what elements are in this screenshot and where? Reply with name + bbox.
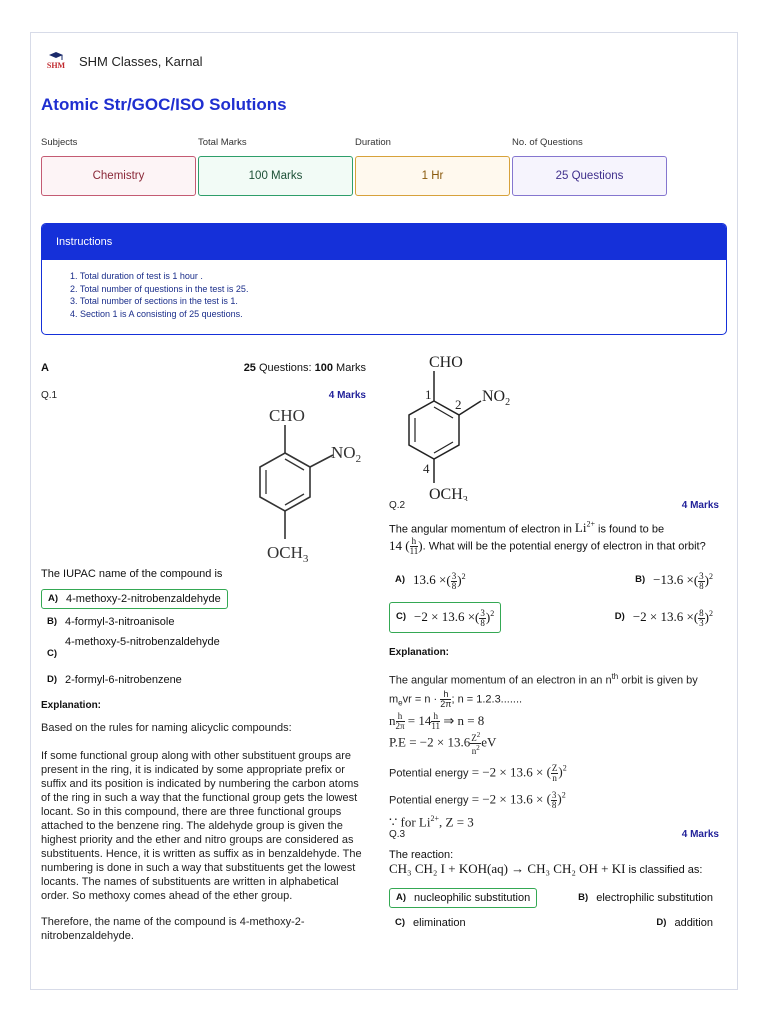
q2-option-d[interactable]: D) −2 × 13.6 × ( $\frac{8}{3}$ )$^2$	[614, 607, 713, 628]
q2-marks: 4 Marks	[681, 500, 719, 511]
q1-explanation	[41, 721, 366, 943]
section-summary	[244, 361, 366, 375]
questions-label: No. of Questions	[512, 137, 583, 148]
explanation-text: Potential energy	[389, 794, 469, 807]
instructions-heading: Instructions	[42, 224, 726, 260]
section-name: A	[41, 362, 49, 374]
svg-text:OCH3	[267, 543, 309, 563]
option-letter: A)	[396, 892, 407, 904]
q2-explanation-label: Explanation:	[389, 647, 450, 659]
och3-label: OCH	[267, 543, 303, 562]
locant-1: 1	[425, 387, 432, 402]
explanation-paragraph: Based on the rules for naming alicyclic compounds:	[41, 722, 292, 734]
explanation-text: = −2 × 13.6 ×	[468, 764, 547, 780]
svg-text:NO2: $NO_2$	[482, 388, 511, 408]
instructions-panel	[41, 223, 727, 335]
duration-box: 1 Hr	[355, 156, 510, 196]
q3-option-b[interactable]	[572, 889, 719, 907]
marks-text: Marks	[333, 362, 366, 374]
option-text: electrophilic substitution	[596, 892, 713, 905]
q2-option-b[interactable]: B) −13.6 × ( $\frac{3}{8}$ )$^2$	[635, 570, 713, 591]
q2-options	[389, 566, 719, 636]
q1-option-d[interactable]	[41, 671, 366, 689]
duration-label: Duration	[355, 137, 391, 148]
option-text: 13.6 ×	[413, 572, 447, 588]
q2-option-c[interactable]: C) −2 × 13.6 × ( $\frac{3}{8}$ )$^2$	[389, 602, 501, 633]
svg-text:NO2	[331, 443, 361, 465]
explanation-text: ∵ for Li	[389, 814, 431, 830]
question-paper	[30, 32, 738, 990]
explanation-text: th	[611, 672, 619, 682]
q3-option-d[interactable]	[650, 914, 719, 932]
explanation-text: eV	[481, 734, 497, 750]
q2-number: Q.2	[389, 500, 406, 511]
brand	[41, 49, 203, 73]
brand-name: SHM Classes, Karnal	[79, 53, 203, 69]
instruction-item: 1. Total duration of test is 1 hour .	[70, 271, 203, 281]
option-letter: D)	[656, 917, 667, 929]
subject-box: Chemistry	[41, 156, 196, 196]
total-marks-box: 100 Marks	[198, 156, 353, 196]
q3-text	[389, 848, 719, 877]
explanation-text: = 14	[404, 712, 432, 728]
explanation-paragraph: Therefore, the name of the compound is 4-methoxy-2-nitrobenzaldehyde.	[41, 916, 305, 942]
option-letter: D)	[614, 611, 625, 623]
option-text: addition	[674, 917, 713, 930]
option-letter: B)	[47, 616, 58, 627]
q1-structure	[41, 403, 366, 563]
explanation-paragraph: If some functional group along with other substituent groups are present in the ring, it is indicated by some appropriate prefix or suffix and its position is indicated by numbering the carbon atoms of the ring in such a way that the functional group gets the lowest locant. So in this compound, there are three functional groups attached to the benzene ring. The aldehyde group is given the highest priority and the ether and nitro groups are considered as substituents. Hence, it is written as suffix as in benzaldehyde. The numbering is done in such a way that substituents get the lowest locants. The names of substituents are written in alphabetical order. So methoxy comes ahead of the ether group.	[41, 750, 362, 902]
right-column	[389, 353, 719, 935]
option-letter: A)	[395, 574, 406, 586]
explanation-text: ⇒ n = 8	[440, 712, 485, 728]
explanation-text: vr = n ·	[402, 693, 438, 706]
explanation-text: Potential energy	[389, 767, 469, 780]
total-marks-label: Total Marks	[198, 137, 247, 148]
cho-label: CHO	[269, 406, 305, 425]
option-text: 2-formyl-6-nitrobenzene	[65, 674, 182, 686]
q2-text: The angular momentum of electron in $Li^{2+}$ is found to be 14 ( $\frac{h}{11}$ ). What will be the potential energy of electron in that orbit?	[389, 520, 706, 557]
q1-number: Q.1	[41, 390, 58, 401]
q2-option-a[interactable]: A) 13.6 × ( $\frac{3}{8}$ )$^2$	[395, 570, 466, 591]
q1-header	[41, 389, 366, 403]
explanation-text: ; n = 1.2.3.......	[451, 693, 523, 706]
left-column	[41, 361, 366, 943]
explanation-text: P.E = −2 × 13.6	[389, 734, 471, 750]
option-text: nucleophilic substitution	[414, 892, 531, 905]
q3-option-a[interactable]	[389, 888, 537, 908]
explanation-text: = −2 × 13.6 ×	[468, 791, 547, 807]
option-letter: D)	[47, 674, 58, 685]
option-text: 4-methoxy-5-nitrobenzaldehyde	[65, 636, 220, 648]
explanation-text: orbit is given by	[618, 674, 698, 687]
no2-subscript: 2	[355, 453, 362, 465]
explanation-text: The angular momentum of an electron in an n	[389, 674, 612, 687]
q3-header	[389, 828, 719, 842]
logo-text: SHM	[46, 61, 66, 70]
option-text: −2 × 13.6 ×	[414, 609, 476, 625]
instruction-item: 3. Total number of sections in the test is 1.	[70, 296, 238, 306]
q3-options	[389, 885, 719, 935]
q1-text: The IUPAC name of the compound is	[41, 568, 223, 580]
no2-label: NO	[331, 443, 356, 462]
subjects-label: Subjects	[41, 137, 78, 148]
q2-explanation: The angular momentum of an electron in an $n^{th}$ orbit is given by $m_evr = n$ · $\frac{h}{2\pi}$ ; n = 1.2.3....... n $\frac{h}{2\pi}$ = 14 $\frac{h}{11}$ ⇒ n = 8 P.E = −2 × 13.6 $\frac{Z^2}{n^2}$ eV Potential energy = −2 × 13.6 × ( $\frac{Z}{n}$ )$^2$ Potential energy = −2 × 13.6 × ( $\frac{3}{8}$ )$^2$ ∵ for $Li^{2+}$, Z = 3	[389, 672, 698, 830]
option-letter: A)	[48, 593, 59, 604]
q2-text-part: is found to be	[594, 523, 665, 536]
locant-4: 4	[423, 461, 430, 476]
question-count: 25	[243, 362, 256, 374]
q2-text-part: The angular momentum of electron in	[389, 523, 575, 536]
structure-image	[41, 403, 366, 563]
q1-marks: 4 Marks	[328, 390, 366, 401]
option-text: −2 × 13.6 ×	[632, 609, 694, 625]
q2-header	[389, 499, 719, 513]
q3-text-part: The reaction:	[389, 849, 454, 862]
structure-image-2	[389, 353, 589, 501]
option-letter: B)	[635, 574, 646, 586]
q2-text-part: . What will be the potential energy of electron in that orbit?	[422, 540, 706, 553]
section-header	[41, 361, 366, 375]
locant-2: 2	[455, 397, 462, 412]
och3-subscript: 3	[302, 553, 309, 563]
option-text: 4-methoxy-2-nitrobenzaldehyde	[66, 593, 221, 605]
instructions-list	[70, 270, 726, 320]
instruction-item: 2. Total number of questions in the test is 25.	[70, 283, 249, 294]
option-letter: C)	[395, 917, 406, 929]
option-letter: C)	[47, 648, 58, 659]
svg-text:CHO: CHO	[429, 354, 463, 371]
q1-option-c[interactable]	[41, 633, 366, 663]
q1-option-a[interactable]	[41, 589, 228, 609]
instruction-item: 4. Section 1 is A consisting of 25 questions.	[70, 308, 243, 319]
q1-explanation-label: Explanation:	[41, 700, 102, 711]
q3-text-part: is classified as:	[625, 864, 703, 877]
option-letter: B)	[578, 892, 589, 904]
explanation-text: , Z = 3	[439, 814, 474, 830]
q3-marks: 4 Marks	[681, 829, 719, 841]
questions-box: 25 Questions	[512, 156, 667, 196]
page-title: Atomic Str/GOC/ISO Solutions	[41, 95, 287, 114]
option-letter: C)	[396, 611, 407, 623]
q3-reaction: CH₃ CH₂ I + KOH(aq) → CH₃ CH₂ OH + KI	[389, 861, 626, 877]
option-text: elimination	[413, 917, 466, 930]
option-text: 4-formyl-3-nitroanisole	[65, 616, 175, 628]
logo	[41, 49, 71, 73]
option-text: −13.6 ×	[653, 572, 694, 588]
q1-option-b[interactable]	[41, 613, 366, 631]
q3-option-c[interactable]	[389, 914, 472, 932]
marks-count: 100	[314, 362, 333, 374]
q1-options	[41, 587, 366, 689]
q3-number: Q.3	[389, 829, 406, 841]
questions-text: Questions:	[255, 362, 315, 374]
q2-structure	[389, 353, 719, 501]
svg-text:OCH3: $OCH_3$	[429, 486, 468, 501]
